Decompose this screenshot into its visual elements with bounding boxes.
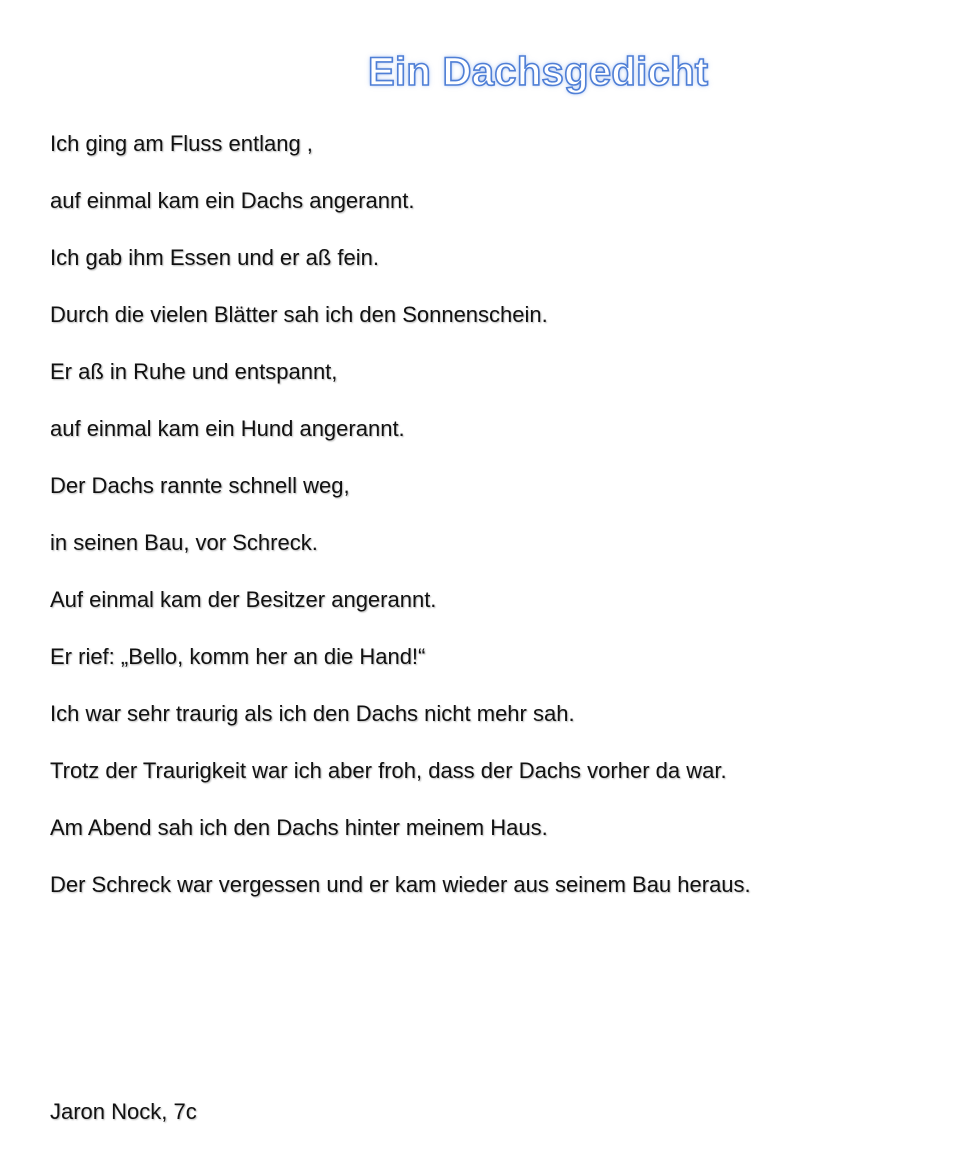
poem-title: Ein Dachsgedicht bbox=[368, 50, 709, 94]
poem-line: Der Schreck war vergessen und er kam wieder aus seinem Bau heraus. bbox=[50, 872, 751, 897]
poem-body bbox=[50, 124, 751, 922]
poem-line: in seinen Bau, vor Schreck. bbox=[50, 530, 318, 555]
poem-line: Durch die vielen Blätter sah ich den Sonnenschein. bbox=[50, 302, 548, 327]
author-signature: Jaron Nock, 7c bbox=[50, 1099, 197, 1124]
poem-line: Der Dachs rannte schnell weg, bbox=[50, 473, 350, 498]
poem-line: Er aß in Ruhe und entspannt, bbox=[50, 359, 338, 384]
poem-line: Trotz der Traurigkeit war ich aber froh, dass der Dachs vorher da war. bbox=[50, 758, 727, 783]
poem-line: Ich gab ihm Essen und er aß fein. bbox=[50, 245, 379, 270]
poem-line: Ich ging am Fluss entlang , bbox=[50, 131, 313, 156]
poem-line: Ich war sehr traurig als ich den Dachs nicht mehr sah. bbox=[50, 701, 575, 726]
poem-line: Er rief: „Bello, komm her an die Hand!“ bbox=[50, 644, 426, 669]
poem-line: Am Abend sah ich den Dachs hinter meinem Haus. bbox=[50, 815, 548, 840]
poem-line: Auf einmal kam der Besitzer angerannt. bbox=[50, 587, 437, 612]
poem-line: auf einmal kam ein Hund angerannt. bbox=[50, 416, 405, 441]
poem-line: auf einmal kam ein Dachs angerannt. bbox=[50, 188, 415, 213]
